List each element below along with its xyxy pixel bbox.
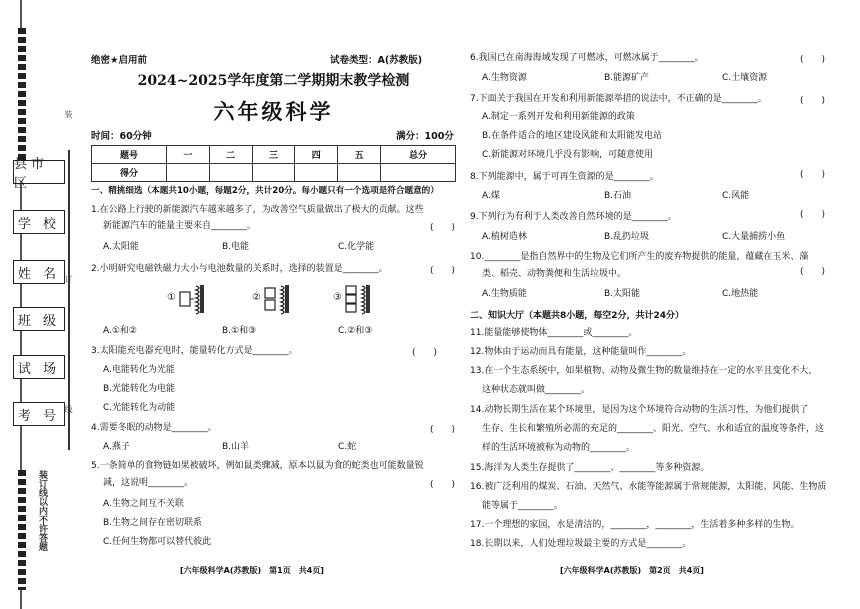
answer-paren[interactable]: ( ) (412, 348, 438, 358)
option-b: B.乱扔垃圾 (604, 232, 650, 242)
option-b: B.太阳能 (604, 289, 641, 299)
score-cell[interactable] (338, 164, 381, 182)
question-7: 7.下面关于我国在开发和利用新能源举措的说法中，不正确的是________。 (470, 94, 767, 104)
option-c: C.地热能 (722, 289, 759, 299)
question-16-line-1: 16.被广泛利用的煤炭、石油、天然气、水能等能源属于常规能源，太阳能、风能、生物质 (470, 482, 827, 492)
option-c: C.化学能 (338, 242, 375, 252)
score-table-score-row (92, 164, 456, 182)
option-a: A.生物资源 (482, 73, 527, 83)
figure-label-1: ① (167, 292, 176, 303)
option-a: A.植树造林 (482, 232, 527, 242)
score-cell: 总分 (381, 146, 456, 164)
electromagnet-figure-3 (344, 282, 380, 316)
binding-mark-2: 订 (64, 275, 73, 283)
option-a: A.①和② (103, 326, 137, 336)
sidebar-label-exam-number: 考 号 (13, 402, 65, 426)
answer-paren[interactable]: ( ) (800, 55, 826, 65)
option-a: A.生物质能 (482, 289, 527, 299)
question-15: 15.海洋为人类生存提供了________、________等多种资源。 (470, 463, 710, 473)
score-cell[interactable] (381, 164, 456, 182)
option-a: A.煤 (482, 191, 500, 201)
stripe-bottom (18, 470, 26, 590)
option-b: B.石油 (604, 191, 632, 201)
option-c: C.蛇 (338, 442, 357, 452)
option-a: A.电能转化为光能 (103, 365, 175, 375)
question-18: 18.长期以来，人们处理垃圾最主要的方式是________。 (470, 539, 692, 549)
option-b: B.电能 (222, 242, 250, 252)
question-10-line-1: 10.________是指自然界中的生物及它们所产生的废弃物提供的能量，蕴藏在玉米、藻 (470, 252, 809, 262)
answer-paren[interactable]: ( ) (800, 267, 826, 277)
option-b: B.①和③ (222, 326, 257, 336)
option-c: C.新能源对环境几乎没有影响，可随意使用 (482, 150, 654, 160)
sidebar-label-exam-room: 试 场 (13, 355, 65, 379)
sidebar-label-district: 县市区 (13, 160, 65, 184)
score-table-header-row (92, 146, 456, 164)
score-cell: 二 (209, 146, 252, 164)
score-cell[interactable] (209, 164, 252, 182)
option-b: B.在条件适合的地区建设风能和太阳能发电站 (482, 131, 663, 141)
score-cell[interactable] (252, 164, 295, 182)
question-17: 17.一个理想的家园，水是清洁的，________，________，生活着多种多样的生物。 (470, 520, 800, 530)
section-1-heading: 一、精挑细选（本题共10小题，每题2分，共计20分。每小题只有一个选项是符合题意的） (91, 186, 439, 196)
question-11: 11.能量能够使物体________或________。 (470, 328, 638, 338)
question-13-line-1: 13.在一个生态系统中，如果植物、动物及微生物的数量维持在一定的水平且变化不大， (470, 366, 818, 376)
question-1-line-2: 新能源汽车的能量主要来自________。 (103, 221, 257, 231)
question-9: 9.下列行为有利于人类改善自然环境的是________。 (470, 212, 677, 222)
question-13-line-2: 这种状态就叫做________。 (482, 385, 591, 395)
question-14-line-2: 生存、生长和繁殖所必需的充足的________、阳光、空气、水和适宜的温度等条件，这 (482, 424, 825, 434)
score-cell: 一 (166, 146, 209, 164)
page-footer-right: [六年级科学A(苏教版) 第2页 共4页] (560, 566, 704, 575)
exam-title: 2024~2025学年度第二学期期末教学检测 (137, 73, 410, 89)
option-b: B.生物之间存在密切联系 (103, 518, 203, 528)
margin-note: 装订线以内不许答题 (37, 470, 47, 551)
question-8: 8.下列能源中，属于可再生资源的是________。 (470, 172, 659, 182)
answer-paren[interactable]: ( ) (800, 210, 826, 220)
paper-type-label: 试卷类型：A(苏教版) (330, 55, 423, 66)
score-cell[interactable] (166, 164, 209, 182)
question-6: 6.我国已在南海海域发现了可燃冰，可燃冰属于________。 (470, 53, 704, 63)
question-5-line-1: 5.一条简单的食物链如果被破坏，例如鼠类骤减，原本以鼠为食的蛇类也可能数量锐 (91, 461, 424, 471)
option-b: B.光能转化为电能 (103, 384, 176, 394)
option-c: C.风能 (722, 191, 750, 201)
question-5-line-2: 减，这说明________。 (103, 478, 194, 488)
score-cell: 三 (252, 146, 295, 164)
time-label: 时间：60分钟 (91, 131, 152, 142)
option-a: A.太阳能 (103, 242, 139, 252)
figure-label-3: ③ (333, 292, 342, 303)
sidebar-label-school: 学 校 (13, 210, 65, 234)
answer-paren[interactable]: ( ) (430, 266, 456, 276)
score-cell: 五 (338, 146, 381, 164)
option-a: A.燕子 (103, 442, 130, 452)
question-1-line-1: 1.在公路上行驶的新能源汽车越来越多了，为改善空气质量做出了极大的贡献。这些 (91, 205, 424, 215)
score-table (91, 145, 456, 182)
question-12: 12.物体由于运动而具有能量，这种能量叫作________。 (470, 347, 692, 357)
option-a: A.制定一系列开发和利用新能源的政策 (482, 112, 635, 122)
electromagnet-figure-1 (178, 282, 214, 316)
question-2: 2.小明研究电磁铁磁力大小与电池数量的关系时，选择的装置是________。 (91, 264, 388, 274)
electromagnet-figure-2 (263, 282, 299, 316)
answer-paren[interactable]: ( ) (430, 480, 456, 490)
question-10-line-2: 类、稻壳、动物粪便和生活垃圾中。 (482, 269, 627, 279)
option-c: C.任何生物都可以替代彼此 (103, 537, 212, 547)
option-b: B.能源矿产 (604, 73, 650, 83)
question-16-line-2: 能等属于________。 (482, 501, 564, 511)
option-a: A.生物之间互不关联 (103, 499, 184, 509)
page-footer-left: [六年级科学A(苏教版) 第1页 共4页] (180, 566, 324, 575)
score-cell: 得分 (92, 164, 167, 182)
full-score-label: 满分：100分 (396, 131, 454, 142)
option-c: C.土壤资源 (722, 73, 768, 83)
section-2-heading: 二、知识大厅（本题共8小题，每空2分，共计24分） (470, 311, 685, 321)
binding-mark-3: 线 (64, 405, 73, 413)
binding-mark-1: 装 (64, 110, 73, 118)
score-cell: 四 (295, 146, 338, 164)
sidebar-label-name: 姓 名 (13, 260, 65, 284)
secret-label: 绝密★启用前 (91, 55, 148, 66)
answer-paren[interactable]: ( ) (800, 170, 826, 180)
question-4: 4.需要冬眠的动物是________。 (91, 423, 217, 433)
option-c: C.大量捕捞小鱼 (722, 232, 786, 242)
figure-label-2: ② (252, 292, 261, 303)
answer-paren[interactable]: ( ) (430, 223, 456, 233)
option-b: B.山羊 (222, 442, 250, 452)
subject-title: 六年级科学 (213, 100, 334, 124)
score-cell[interactable] (295, 164, 338, 182)
binding-sidebar (0, 0, 80, 609)
score-cell: 题号 (92, 146, 167, 164)
option-c: C.②和③ (338, 326, 373, 336)
answer-paren[interactable]: ( ) (800, 96, 826, 106)
question-14-line-3: 样的生活环境被称为动物的________。 (482, 443, 636, 453)
option-c: C.光能转化为动能 (103, 403, 176, 413)
answer-paren[interactable]: ( ) (430, 425, 456, 435)
question-14-line-1: 14.动物长期生活在某个环境里，是因为这个环境符合动物的生活习性，为他们提供了 (470, 405, 809, 415)
sidebar-label-class: 班 级 (13, 307, 65, 331)
question-3: 3.太阳能充电器充电时，能量转化方式是________。 (91, 346, 298, 356)
